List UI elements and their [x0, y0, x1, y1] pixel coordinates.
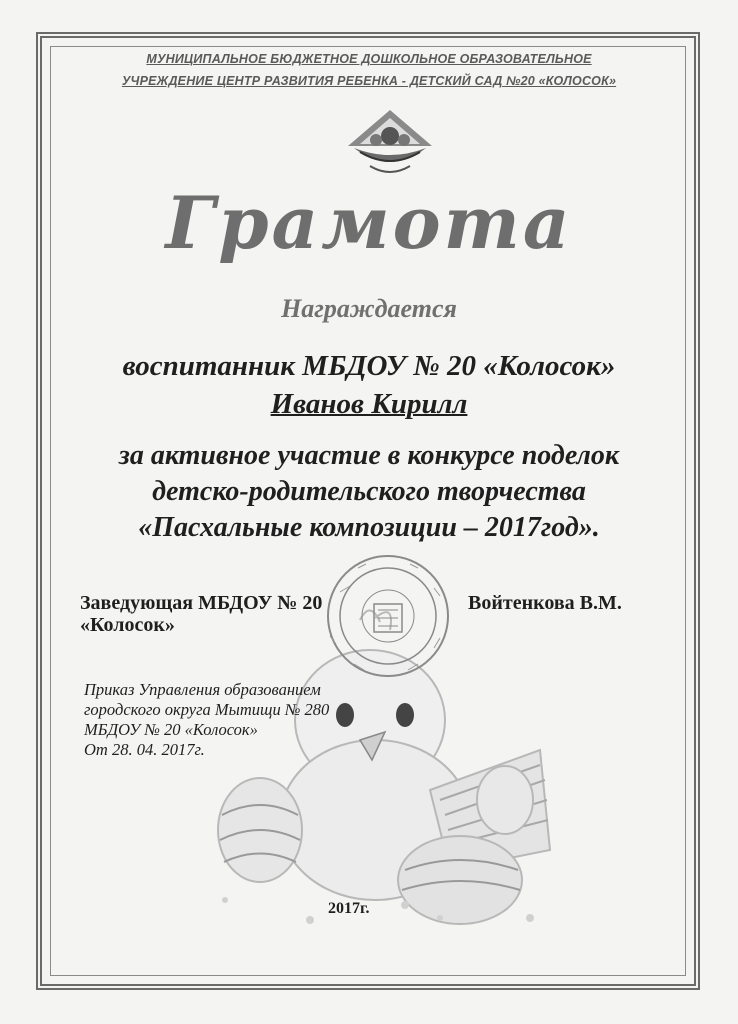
order-line-3: МБДОУ № 20 «Колосок»	[84, 720, 258, 739]
director-position-line-2: «Колосок»	[80, 614, 175, 636]
director-name: Войтенкова В.М.	[468, 592, 622, 614]
order-line-2: городского округа Мытищи № 280	[84, 700, 330, 719]
awarded-heading: Награждается	[281, 294, 457, 323]
order-line-1: Приказ Управления образованием	[84, 680, 321, 699]
reason-line-2: детско-родительского творчества	[152, 476, 586, 507]
reason-line-3: «Пасхальные композиции – 2017год».	[138, 512, 600, 543]
institution-line-1: МУНИЦИПАЛЬНОЕ БЮДЖЕТНОЕ ДОШКОЛЬНОЕ ОБРАЗОВАТЕЛЬНОЕ	[146, 52, 592, 66]
director-position-line-1: Заведующая МБДОУ № 20	[80, 592, 323, 614]
recipient-name: Иванов Кирилл	[270, 388, 468, 420]
official-stamp-icon	[300, 552, 470, 682]
recipient-role: воспитанник МБДОУ № 20 «Колосок»	[122, 350, 616, 382]
certificate-year: 2017г.	[328, 900, 370, 917]
reason-line-1: за активное участие в конкурсе поделок	[118, 440, 620, 471]
order-date: От 28. 04. 2017г.	[84, 740, 205, 759]
certificate-title: Грамота	[165, 180, 573, 265]
kindergarten-emblem-icon	[340, 106, 440, 180]
institution-line-2: УЧРЕЖДЕНИЕ ЦЕНТР РАЗВИТИЯ РЕБЕНКА - ДЕТСКИЙ САД №20 «КОЛОСОК»	[121, 74, 617, 88]
